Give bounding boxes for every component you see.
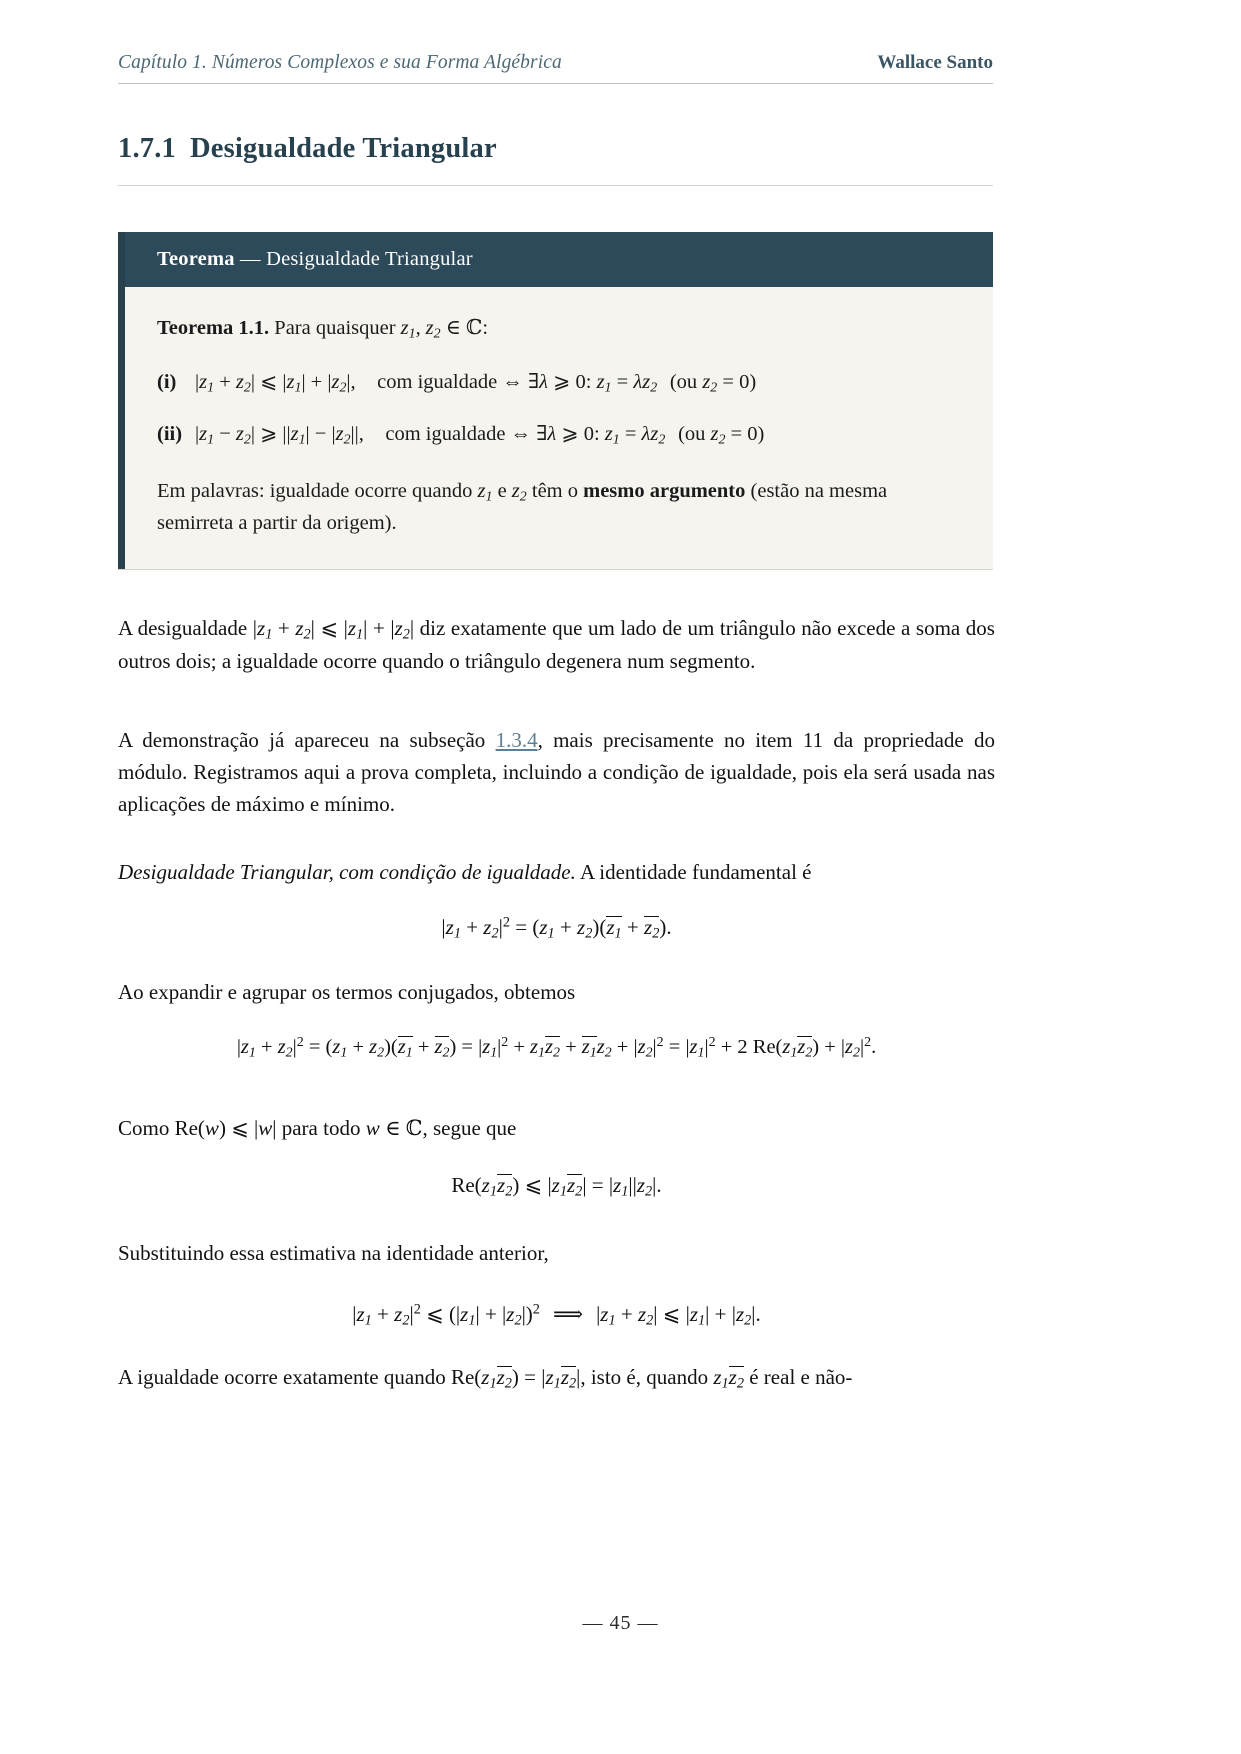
equation-final-inequality [118, 1302, 995, 1330]
section-number: 1.7.1 [118, 133, 176, 164]
paragraph-proof-reference [118, 725, 995, 821]
paragraph-1-inline-math: $|z_1 + z_2|$ ⩽ $|z_1| + |z_2|$ [252, 616, 415, 643]
theorem-box-title [125, 232, 993, 287]
theorem-item-ii-text: $|z_1 - z_2|$ ⩾ $||z_1| - |z_2||$, com igualdade ⇔ ∃λ ⩾ 0: $z_1 = \lambda z_2$ (ou $z_2 = 0$) [195, 422, 765, 448]
paragraph-5-text: Como Re(w) ⩽ |w| para todo w ∈ ℂ, segue que [118, 1116, 517, 1140]
section-title: Desigualdade Triangular [190, 133, 497, 164]
equation-1-math: $|z_1 + z_2|^2 = (z_1 + z_2)(z_1 + z_2)$. [441, 915, 672, 943]
paragraph-triangle-meaning [118, 613, 995, 678]
paragraph-2-lead: A demonstração já apareceu na subseção [118, 728, 496, 752]
theorem-box-title-name: Desigualdade Triangular [266, 248, 473, 270]
paragraph-6-text: Substituindo essa estimativa na identidade anterior, [118, 1241, 549, 1265]
theorem-box-title-label: Teorema [157, 248, 235, 270]
theorem-box-body [125, 287, 993, 569]
equation-identity-fundamental [118, 915, 995, 943]
theorem-item-ii-roman: (ii) [157, 422, 183, 445]
paragraph-expand [118, 977, 995, 1009]
subsection-link[interactable]: 1.3.4 [495, 728, 538, 752]
paragraph-re-bound [118, 1113, 995, 1145]
section-heading [118, 133, 993, 165]
paragraph-7-text: A igualdade ocorre exatamente quando $Re(z_1z_2) = |z_1z_2|$, isto é, quando $z_1z_2$ é real e não- [118, 1365, 853, 1392]
theorem-statement [157, 313, 959, 345]
theorem-words-before: Em palavras: igualdade ocorre quando $z_1$ e $z_2$ têm o [157, 480, 584, 505]
proof-lead-rest: A identidade fundamental é [575, 860, 812, 884]
theorem-words [157, 476, 959, 539]
theorem-box-title-dash: — [234, 248, 267, 270]
paragraph-1-lead: A desigualdade [118, 616, 253, 640]
paragraph-2-tail: , mais precisamente no item 11 da propriedade do módulo. Registramos aqui a prova completa, incluindo a condição de igualdade, pois ela será usada nas aplicações de máximo e mínimo. [118, 728, 995, 816]
theorem-item-list [157, 367, 959, 451]
proof-lead-emphasis: Desigualdade Triangular, com condição de igualdade. [118, 860, 576, 884]
theorem-item-i-roman: (i) [157, 370, 177, 393]
theorem-item-i-text: $|z_1 + z_2|$ ⩽ $|z_1| + |z_2|$, com igualdade ⇔ ∃λ ⩾ 0: $z_1 = \lambda z_2$ (ou $z_2 = 0$) [195, 370, 757, 396]
paragraph-substitute [118, 1238, 995, 1270]
section-rule [118, 185, 993, 186]
paragraph-proof-lead [118, 857, 995, 889]
theorem-item-ii [157, 419, 959, 451]
theorem-statement-label: Teorema 1.1. [157, 317, 270, 339]
equation-2-math: $|z_1 + z_2|^2 = (z_1 + z_2)(z_1 + z_2) = |z_1|^2 + z_1z_2 + z_1z_2 + |z_2|^2 = |z_1|^2 + 2$ $Re(z_1z_2) + |z_2|^2$. [236, 1035, 877, 1061]
equation-re-estimate [118, 1173, 995, 1201]
paragraph-4-text: Ao expandir e agrupar os termos conjugados, obtemos [118, 980, 576, 1004]
paragraph-equality-case [118, 1362, 995, 1395]
running-header-chapter: Capítulo 1. Números Complexos e sua Forma Algébrica [118, 52, 562, 73]
page-number: — 45 — [582, 1612, 659, 1634]
running-header-author: Wallace Santo [877, 52, 993, 73]
equation-3-math: $Re(z_1z_2)$ ⩽ $|z_1z_2| = |z_1||z_2|$. [451, 1173, 662, 1200]
theorem-words-after: (estão na mesma semirreta a partir da origem). [157, 480, 888, 535]
running-header [118, 52, 993, 84]
theorem-box [118, 232, 993, 569]
theorem-words-emphasis: mesmo argumento [583, 480, 746, 503]
theorem-statement-text: Para quaisquer $z_1$, $z_2$ ∈ ℂ: [274, 317, 489, 342]
equation-4-math: $|z_1 + z_2|^2$ ⩽ $(|z_1| + |z_2|)^2$ ⟹ $|z_1 + z_2|$ ⩽ $|z_1| + |z_2|$. [352, 1302, 761, 1330]
theorem-item-i [157, 367, 959, 399]
equation-expansion [118, 1035, 995, 1062]
paragraph-1-tail: diz exatamente que um lado de um triângulo não excede a soma dos outros dois; a igualdade ocorre quando o triângulo degenera num segmento. [118, 616, 995, 674]
